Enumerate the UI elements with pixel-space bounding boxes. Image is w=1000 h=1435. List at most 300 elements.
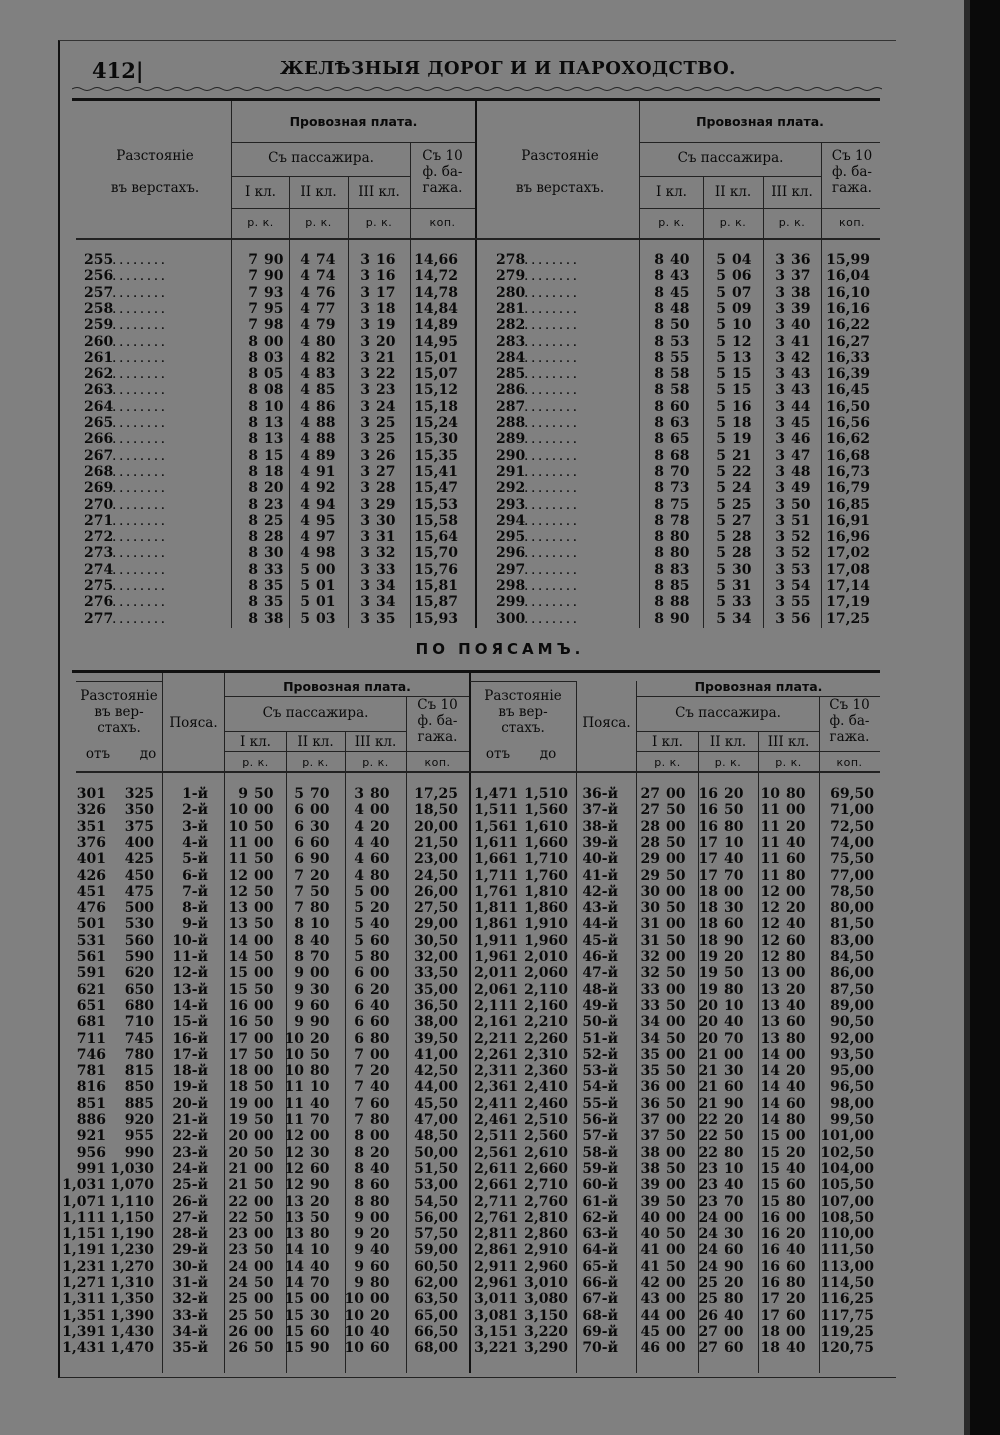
class-1-rub: 8 — [654, 561, 664, 578]
class-2-kop: 10 — [724, 1160, 744, 1177]
class-3-rub: 16 — [760, 1226, 780, 1243]
class-2-kop: 30 — [310, 981, 330, 998]
to-cell: 1,310 — [110, 1275, 154, 1291]
class-3-rub: 3 — [360, 415, 370, 431]
unit-label: р. к. — [302, 756, 329, 769]
baggage-cell: 59,00 — [414, 1242, 458, 1259]
baggage-cell: 95,00 — [830, 1063, 874, 1080]
from-cell: 2,261 — [474, 1046, 518, 1063]
class-2-kop: 30 — [310, 818, 330, 835]
class-1-kop: 50 — [254, 1307, 274, 1324]
baggage-cell: 29,00 — [414, 916, 458, 933]
from-header: отъ — [485, 746, 511, 762]
class-3-rub: 3 — [775, 594, 785, 611]
class-2-rub: 5 — [716, 317, 726, 334]
class-3-kop: 50 — [791, 496, 811, 513]
zone-cell: 17-й — [172, 1046, 208, 1063]
class-3-kop: 00 — [370, 1209, 390, 1226]
distance-cell: 265 — [84, 415, 114, 431]
table-row — [0, 998, 1000, 1014]
class-3-kop: 26 — [376, 447, 396, 464]
class-2-rub: 12 — [284, 1144, 304, 1161]
class-2-rub: 18 — [698, 900, 718, 917]
class-3-kop: 80 — [370, 786, 390, 802]
class-2-rub: 22 — [698, 1128, 718, 1145]
table-row — [0, 317, 1000, 333]
class-1-rub: 8 — [654, 415, 664, 431]
distance-header-unit: въ верстахъ. — [110, 180, 200, 196]
from-cell: 1,071 — [62, 1193, 106, 1210]
class-3-kop: 21 — [376, 349, 396, 366]
class-2-rub: 4 — [300, 382, 310, 399]
class-3-kop: 34 — [376, 594, 396, 611]
to-cell: 1,190 — [110, 1226, 154, 1243]
zone-cell: 28-й — [172, 1226, 208, 1243]
class-3-kop: 60 — [370, 932, 390, 949]
class-3-kop: 80 — [786, 867, 806, 884]
unit-label: р. к. — [362, 756, 389, 769]
class-2-kop: 60 — [310, 1160, 330, 1177]
baggage-cell: 41,00 — [414, 1046, 458, 1063]
class-3-kop: 40 — [370, 1242, 390, 1259]
class-3-kop: 20 — [786, 818, 806, 835]
class-3-rub: 11 — [760, 867, 780, 884]
class-3-rub: 7 — [354, 1112, 364, 1128]
class-3-kop: 16 — [376, 268, 396, 285]
baggage-cell: 15,76 — [414, 561, 458, 578]
baggage-cell: 114,50 — [820, 1275, 874, 1291]
unit-label: коп. — [424, 756, 451, 769]
distance-cell: 269 — [84, 480, 114, 497]
class-3-kop: 40 — [786, 1340, 806, 1357]
table-row — [0, 1031, 1000, 1047]
class-3-kop: 40 — [786, 1079, 806, 1096]
class-2-rub: 5 — [716, 496, 726, 513]
to-cell: 2,960 — [524, 1258, 568, 1275]
class-2-kop: 88 — [316, 431, 336, 448]
class-1-kop: 00 — [666, 883, 686, 900]
class-1-rub: 7 — [248, 317, 258, 334]
class-3-rub: 3 — [775, 300, 785, 317]
baggage-header: ф. ба- — [829, 713, 870, 729]
leader-dots: ........ — [524, 594, 580, 611]
distance-header: въ вер- — [94, 704, 144, 720]
class-3-kop: 80 — [370, 949, 390, 965]
baggage-cell: 101,00 — [820, 1128, 874, 1145]
from-cell: 2,461 — [474, 1112, 518, 1128]
zone-cell: 43-й — [582, 900, 618, 917]
class-3-kop: 80 — [370, 1193, 390, 1210]
from-cell: 2,211 — [474, 1030, 518, 1047]
class-1-rub: 31 — [640, 916, 660, 933]
from-cell: 1,961 — [474, 949, 518, 965]
class-2-kop: 98 — [316, 545, 336, 562]
class-1-rub: 32 — [640, 949, 660, 965]
baggage-cell: 83,00 — [830, 932, 874, 949]
class-3-rub: 6 — [354, 1014, 364, 1031]
baggage-cell: 77,00 — [830, 867, 874, 884]
class-1-rub: 8 — [248, 333, 258, 350]
class-2-kop: 28 — [732, 529, 752, 546]
class-2-rub: 4 — [300, 480, 310, 497]
table-row — [0, 382, 1000, 398]
zone-cell: 29-й — [172, 1242, 208, 1259]
zone-cell: 20-й — [172, 1095, 208, 1112]
class-1-kop: 40 — [670, 252, 690, 268]
class-3-kop: 60 — [786, 1258, 806, 1275]
from-cell: 2,161 — [474, 1014, 518, 1031]
to-cell: 3,010 — [524, 1275, 568, 1291]
class-2-kop: 03 — [316, 610, 336, 627]
distance-cell: 270 — [84, 496, 114, 513]
class-2-rub: 7 — [294, 867, 304, 884]
baggage-cell: 14,84 — [414, 300, 458, 317]
class-3-rub: 11 — [760, 802, 780, 819]
class-2-kop: 40 — [724, 851, 744, 868]
class-1-kop: 50 — [254, 1242, 274, 1259]
from-cell: 1,611 — [474, 834, 518, 851]
fare-title: Провозная плата. — [696, 114, 824, 129]
class-3-kop: 53 — [791, 561, 811, 578]
class-3-kop: 60 — [786, 851, 806, 868]
class-2-kop: 90 — [310, 1340, 330, 1357]
class-1-kop: 50 — [666, 1063, 686, 1080]
class-2-rub: 16 — [698, 786, 718, 802]
table-row — [0, 334, 1000, 350]
class-2-kop: 50 — [310, 1209, 330, 1226]
class-1-rub: 33 — [640, 997, 660, 1014]
baggage-cell: 89,00 — [830, 997, 874, 1014]
distance-cell: 273 — [84, 545, 114, 562]
class-1-rub: 8 — [654, 366, 664, 383]
class-3-rub: 14 — [760, 1079, 780, 1096]
class-3-kop: 20 — [786, 981, 806, 998]
class-2-kop: 91 — [316, 463, 336, 480]
distance-cell: 266 — [84, 431, 114, 448]
distance-cell: 267 — [84, 447, 114, 464]
baggage-header: гажа. — [832, 180, 872, 196]
class-2-rub: 9 — [294, 981, 304, 998]
class-2-rub: 13 — [284, 1209, 304, 1226]
class-1-rub: 8 — [248, 447, 258, 464]
leader-dots: ........ — [524, 561, 580, 578]
class-1-kop: 00 — [666, 1046, 686, 1063]
class-2-kop: 92 — [316, 480, 336, 497]
class-1-kop: 00 — [254, 1030, 274, 1047]
table-row — [0, 594, 1000, 610]
baggage-cell: 15,99 — [826, 252, 870, 268]
class-3-kop: 24 — [376, 398, 396, 415]
class-1-rub: 46 — [640, 1340, 660, 1357]
class-2-rub: 4 — [300, 463, 310, 480]
class-3-rub: 3 — [775, 349, 785, 366]
zone-cell: 22-й — [172, 1128, 208, 1145]
class-3-kop: 80 — [786, 786, 806, 802]
distance-cell: 268 — [84, 463, 114, 480]
class-2-rub: 10 — [284, 1030, 304, 1047]
class-1-kop: 50 — [666, 932, 686, 949]
class-1-kop: 50 — [666, 1226, 686, 1243]
leader-dots: ........ — [112, 317, 168, 334]
class-3-rub: 3 — [360, 382, 370, 399]
baggage-cell: 119,25 — [820, 1323, 874, 1340]
to-header: до — [539, 746, 557, 762]
leader-dots: ........ — [524, 529, 580, 546]
distance-cell: 299 — [496, 594, 526, 611]
fare-title: Провозная плата. — [289, 114, 418, 129]
class-3-kop: 20 — [370, 1063, 390, 1080]
to-cell: 425 — [124, 851, 154, 868]
class-1-rub: 44 — [640, 1307, 660, 1324]
class-2-rub: 5 — [716, 578, 726, 594]
leader-dots: ........ — [524, 317, 580, 334]
baggage-cell: 54,50 — [414, 1193, 458, 1210]
class-2-rub: 23 — [698, 1193, 718, 1210]
class-1-rub: 38 — [640, 1160, 660, 1177]
class-3-rub: 12 — [760, 932, 780, 949]
table-row — [0, 884, 1000, 900]
baggage-cell: 44,00 — [414, 1079, 458, 1096]
distance-cell: 278 — [496, 252, 526, 268]
class-2-rub: 5 — [716, 512, 726, 529]
class-2-kop: 15 — [732, 366, 752, 383]
to-cell: 2,360 — [524, 1063, 568, 1080]
from-cell: 711 — [76, 1030, 106, 1047]
class-3-rub: 3 — [360, 398, 370, 415]
class-2-kop: 83 — [316, 366, 336, 383]
table-row — [0, 513, 1000, 529]
class-2-rub: 15 — [284, 1323, 304, 1340]
zone-cell: 26-й — [172, 1193, 208, 1210]
leader-dots: ........ — [524, 512, 580, 529]
distance-cell: 258 — [84, 300, 114, 317]
from-cell: 3,011 — [474, 1291, 518, 1308]
class-2-kop: 60 — [724, 1079, 744, 1096]
class-3-kop: 80 — [370, 1112, 390, 1128]
class-3-kop: 60 — [370, 851, 390, 868]
distance-cell: 260 — [84, 333, 114, 350]
class-1-rub: 17 — [228, 1030, 248, 1047]
to-cell: 1,070 — [110, 1177, 154, 1194]
table-row — [0, 399, 1000, 415]
from-header: отъ — [85, 746, 111, 762]
class-3-rub: 9 — [354, 1258, 364, 1275]
baggage-cell: 16,22 — [826, 317, 870, 334]
class-3-kop: 80 — [786, 1193, 806, 1210]
class-2-rub: 24 — [698, 1226, 718, 1243]
distance-cell: 255 — [84, 252, 114, 268]
baggage-cell: 80,00 — [830, 900, 874, 917]
class-2-rub: 12 — [284, 1128, 304, 1145]
class-2-kop: 76 — [316, 284, 336, 301]
class-3-kop: 40 — [786, 997, 806, 1014]
class-1-header: I кл. — [656, 184, 687, 200]
class-3-rub: 16 — [760, 1209, 780, 1226]
leader-dots: ........ — [524, 300, 580, 317]
class-2-rub: 16 — [698, 818, 718, 835]
distance-header: Разстояніе — [521, 148, 599, 164]
class-2-kop: 77 — [316, 300, 336, 317]
class-3-rub: 7 — [354, 1063, 364, 1080]
class-2-kop: 30 — [724, 1063, 744, 1080]
distance-cell: 280 — [496, 284, 526, 301]
from-cell: 1,861 — [474, 916, 518, 933]
class-1-rub: 40 — [640, 1226, 660, 1243]
class-3-rub: 7 — [354, 1079, 364, 1096]
baggage-cell: 84,50 — [830, 949, 874, 965]
class-3-kop: 25 — [376, 431, 396, 448]
zone-cell: 31-й — [172, 1275, 208, 1291]
unit-label: р. к. — [658, 216, 685, 229]
unit-label: р. к. — [775, 756, 802, 769]
baggage-cell: 17,02 — [826, 545, 870, 562]
distance-cell: 271 — [84, 512, 114, 529]
distance-cell: 285 — [496, 366, 526, 383]
class-2-kop: 27 — [732, 512, 752, 529]
unit-label: коп. — [836, 756, 863, 769]
class-2-rub: 5 — [716, 610, 726, 627]
class-2-kop: 50 — [724, 1128, 744, 1145]
class-3-kop: 20 — [370, 981, 390, 998]
class-1-rub: 35 — [640, 1063, 660, 1080]
class-2-kop: 20 — [724, 1112, 744, 1128]
baggage-cell: 110,00 — [820, 1226, 874, 1243]
class-3-kop: 40 — [370, 834, 390, 851]
passenger-header: Съ пассажира. — [262, 705, 369, 721]
class-2-kop: 60 — [724, 916, 744, 933]
table-row — [0, 1096, 1000, 1112]
class-2-rub: 5 — [294, 786, 304, 802]
class-2-rub: 13 — [284, 1226, 304, 1243]
class-1-kop: 50 — [254, 1079, 274, 1096]
table-row — [0, 252, 1000, 268]
distance-cell: 281 — [496, 300, 526, 317]
class-1-kop: 50 — [666, 1258, 686, 1275]
class-2-rub: 4 — [300, 317, 310, 334]
class-1-kop: 50 — [666, 1128, 686, 1145]
class-1-rub: 38 — [640, 1144, 660, 1161]
class-2-rub: 20 — [698, 1014, 718, 1031]
class-2-rub: 20 — [698, 1030, 718, 1047]
class-2-rub: 8 — [294, 949, 304, 965]
leader-dots: ........ — [112, 252, 168, 268]
zone-cell: 69-й — [582, 1323, 618, 1340]
class-3-rub: 10 — [760, 786, 780, 802]
class-1-rub: 30 — [640, 883, 660, 900]
class-1-kop: 73 — [670, 480, 690, 497]
table-row — [0, 448, 1000, 464]
running-title: ЖЕЛѢЗНЫЯ ДОРОГ И И ПАРОХОДСТВО. — [280, 58, 736, 79]
class-3-kop: 52 — [791, 529, 811, 546]
class-3-kop: 55 — [791, 594, 811, 611]
class-3-kop: 34 — [376, 578, 396, 594]
class-3-rub: 13 — [760, 1030, 780, 1047]
to-cell: 1,760 — [524, 867, 568, 884]
class-2-rub: 9 — [294, 1014, 304, 1031]
class-2-rub: 6 — [294, 802, 304, 819]
class-1-rub: 8 — [654, 398, 664, 415]
class-1-kop: 00 — [666, 1112, 686, 1128]
baggage-cell: 15,93 — [414, 610, 458, 627]
class-2-rub: 27 — [698, 1323, 718, 1340]
class-3-rub: 3 — [360, 545, 370, 562]
baggage-header: ф. ба- — [832, 164, 872, 180]
class-1-rub: 8 — [654, 545, 664, 562]
class-1-kop: 15 — [264, 447, 284, 464]
class-3-rub: 13 — [760, 981, 780, 998]
zone-cell: 2-й — [182, 802, 208, 819]
class-3-rub: 4 — [354, 834, 364, 851]
class-2-rub: 4 — [300, 398, 310, 415]
class-3-kop: 40 — [786, 1160, 806, 1177]
baggage-cell: 16,16 — [826, 300, 870, 317]
class-1-kop: 90 — [264, 252, 284, 268]
class-2-kop: 95 — [316, 512, 336, 529]
zone-cell: 33-й — [172, 1307, 208, 1324]
from-cell: 1,711 — [474, 867, 518, 884]
class-1-rub: 8 — [654, 578, 664, 594]
leader-dots: ........ — [524, 366, 580, 383]
class-2-kop: 50 — [724, 965, 744, 982]
table-row — [0, 562, 1000, 578]
to-cell: 990 — [124, 1144, 154, 1161]
unit-label: коп. — [838, 216, 866, 229]
class-2-kop: 20 — [310, 1030, 330, 1047]
class-1-kop: 00 — [666, 786, 686, 802]
class-1-rub: 8 — [654, 529, 664, 546]
class-3-kop: 23 — [376, 382, 396, 399]
class-1-rub: 21 — [228, 1177, 248, 1194]
class-1-rub: 39 — [640, 1177, 660, 1194]
zone-cell: 34-й — [172, 1323, 208, 1340]
table-row — [0, 611, 1000, 627]
leader-dots: ........ — [524, 431, 580, 448]
class-1-rub: 14 — [228, 949, 248, 965]
class-3-kop: 46 — [791, 431, 811, 448]
class-1-rub: 18 — [228, 1079, 248, 1096]
class-2-rub: 17 — [698, 851, 718, 868]
table-row — [0, 301, 1000, 317]
from-cell: 2,861 — [474, 1242, 518, 1259]
class-2-rub: 5 — [300, 561, 310, 578]
baggage-cell: 15,87 — [414, 594, 458, 611]
class-1-kop: 08 — [264, 382, 284, 399]
class-3-rub: 15 — [760, 1160, 780, 1177]
from-cell: 651 — [76, 997, 106, 1014]
class-1-rub: 31 — [640, 932, 660, 949]
class-2-rub: 5 — [716, 447, 726, 464]
class-2-kop: 60 — [310, 997, 330, 1014]
class-1-rub: 34 — [640, 1030, 660, 1047]
class-1-kop: 30 — [264, 545, 284, 562]
zone-cell: 24-й — [172, 1160, 208, 1177]
baggage-cell: 47,00 — [414, 1112, 458, 1128]
class-2-kop: 89 — [316, 447, 336, 464]
table-row — [0, 1177, 1000, 1193]
class-2-kop: 12 — [732, 333, 752, 350]
class-3-rub: 16 — [760, 1242, 780, 1259]
class-2-rub: 5 — [716, 382, 726, 399]
class-3-kop: 31 — [376, 529, 396, 546]
class-2-kop: 00 — [310, 802, 330, 819]
baggage-cell: 21,50 — [414, 834, 458, 851]
leader-dots: ........ — [524, 252, 580, 268]
class-3-kop: 51 — [791, 512, 811, 529]
unit-label: р. к. — [242, 756, 269, 769]
class-3-kop: 20 — [370, 1144, 390, 1161]
to-cell: 2,560 — [524, 1128, 568, 1145]
from-cell: 1,231 — [62, 1258, 106, 1275]
